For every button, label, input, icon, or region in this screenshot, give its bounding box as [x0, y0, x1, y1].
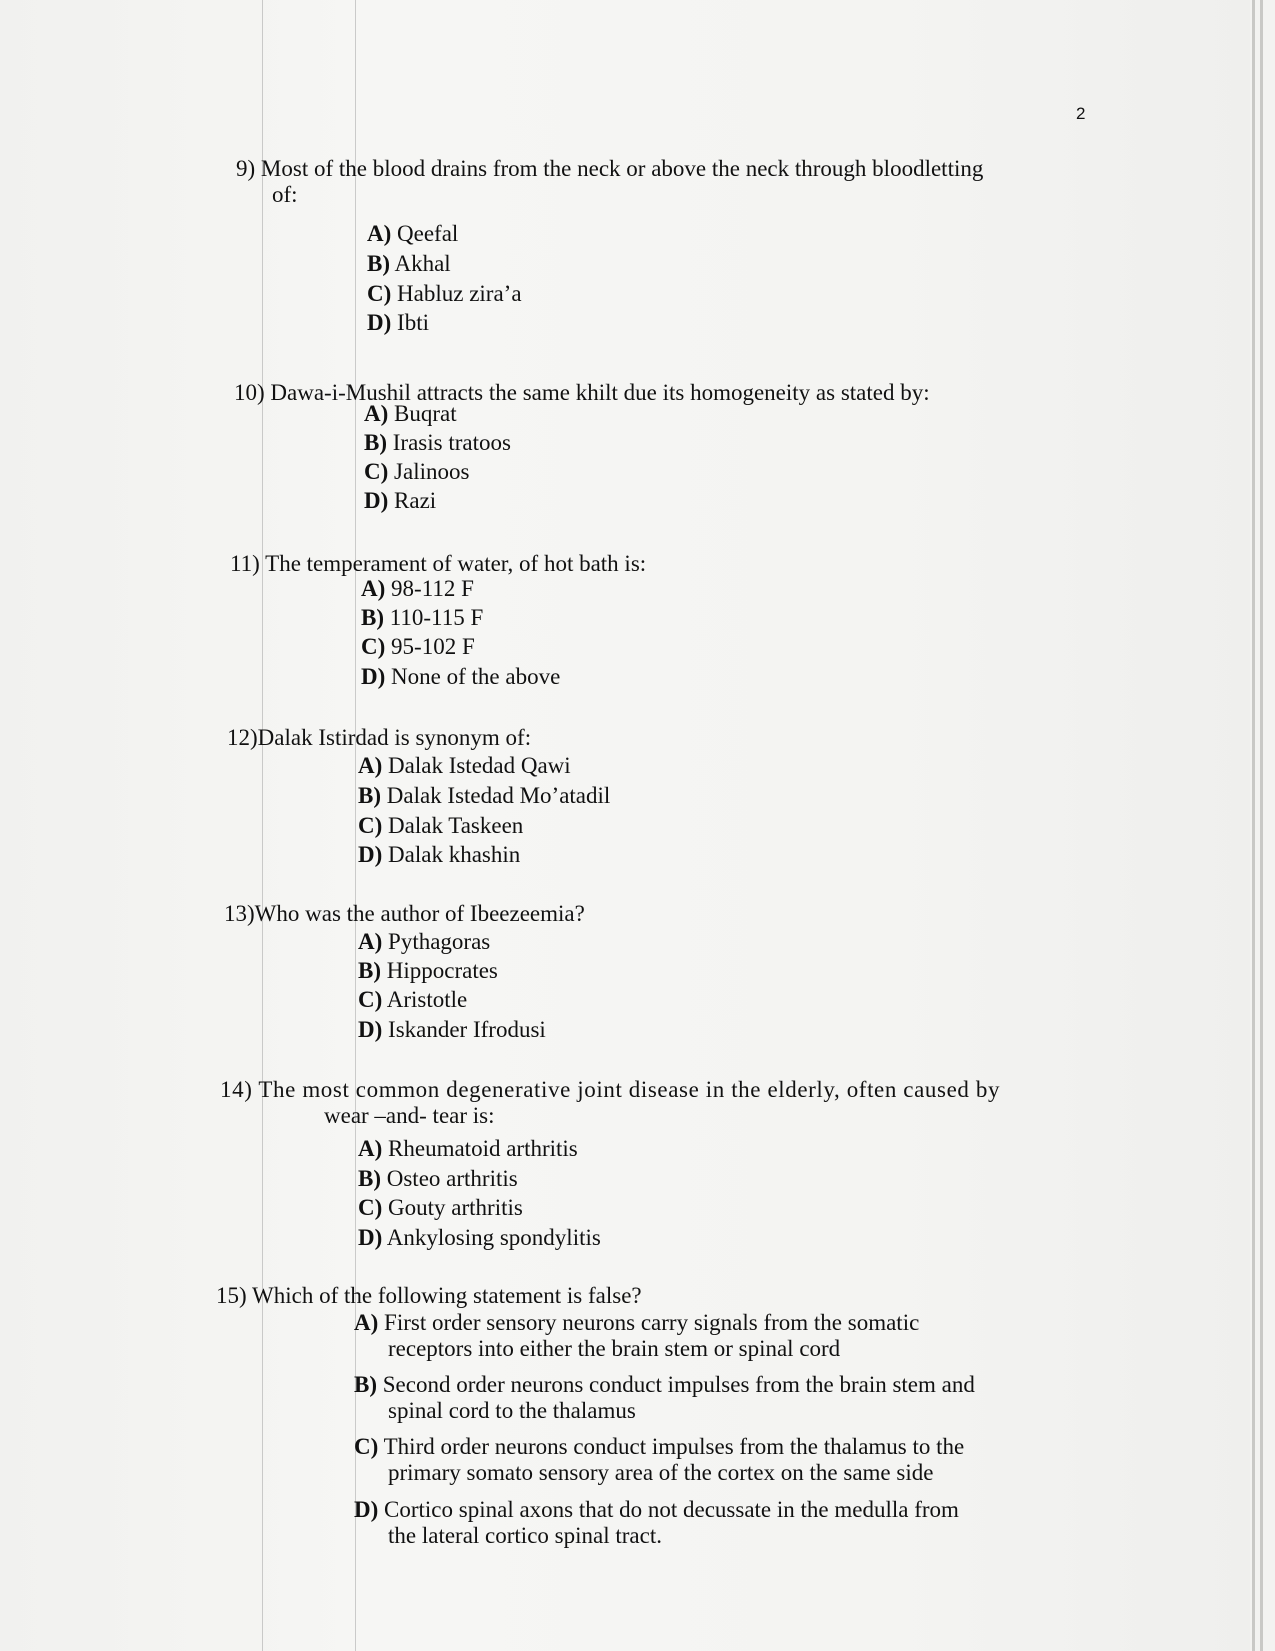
question-text-continued: wear –and- tear is:	[324, 1103, 495, 1128]
question-stem	[224, 901, 585, 927]
option-d: D) Razi	[364, 488, 437, 513]
question-12	[227, 725, 531, 751]
question-number: 12)	[227, 725, 258, 750]
option-a: A) First order sensory neurons carry signals from the somatic receptors into either the brain stem or spinal cord	[354, 1310, 920, 1361]
question-number: 9)	[236, 156, 256, 181]
question-number: 14)	[220, 1077, 253, 1102]
option-b: B) Osteo arthritis	[358, 1166, 518, 1191]
page-edge	[1252, 0, 1255, 1651]
question-stem	[227, 725, 531, 751]
question-number: 11)	[230, 551, 260, 576]
question-text: The most common degenerative joint disease in the elderly, often caused by	[258, 1077, 1001, 1102]
option-a: A) Dalak Istedad Qawi	[358, 753, 571, 778]
page-number: 2	[1076, 104, 1086, 123]
option-d: D) Ibti	[367, 310, 429, 335]
question-13	[224, 901, 585, 927]
option-b: B) Irasis tratoos	[364, 430, 511, 455]
option-a: A) 98-112 F	[361, 576, 474, 601]
question-9	[236, 156, 983, 208]
question-stem	[220, 1077, 1000, 1103]
question-stem	[216, 1283, 642, 1309]
question-11	[230, 551, 646, 577]
question-number: 10)	[234, 380, 265, 405]
option-d: D) Dalak khashin	[358, 842, 521, 867]
question-14	[220, 1077, 1000, 1129]
question-stem	[230, 551, 646, 577]
question-text: Who was the author of Ibeezeemia?	[254, 901, 585, 926]
option-d: D) Iskander Ifrodusi	[358, 1017, 546, 1042]
option-d: D) None of the above	[361, 664, 561, 689]
question-text: Dalak Istirdad is synonym of:	[257, 725, 532, 750]
option-c: C) Third order neurons conduct impulses from the thalamus to the primary somato sensory area of the cortex on the same side	[354, 1434, 965, 1485]
question-number: 13)	[224, 901, 255, 926]
option-b: B) Akhal	[367, 251, 451, 276]
option-c: C) Dalak Taskeen	[358, 813, 524, 838]
option-b: B) Second order neurons conduct impulses from the brain stem and spinal cord to the thalamus	[354, 1372, 975, 1423]
option-a: A) Rheumatoid arthritis	[358, 1136, 578, 1161]
question-text-continued: of:	[272, 182, 298, 207]
option-b: B) Hippocrates	[358, 958, 498, 983]
fold-line	[262, 0, 263, 1651]
option-d: D) Cortico spinal axons that do not decussate in the medulla from the lateral cortico spinal tract.	[354, 1497, 959, 1548]
question-15	[216, 1283, 642, 1309]
question-text: The temperament of water, of hot bath is:	[265, 551, 647, 576]
question-text: Most of the blood drains from the neck or above the neck through bloodletting	[260, 156, 984, 181]
option-c: C) Habluz zira’a	[367, 281, 522, 306]
option-c: C) Aristotle	[358, 987, 468, 1012]
option-a: A) Qeefal	[367, 221, 459, 246]
question-text: Which of the following statement is false?	[252, 1283, 642, 1308]
option-d: D) Ankylosing spondylitis	[358, 1225, 601, 1250]
question-number: 15)	[216, 1283, 247, 1308]
question-10	[234, 380, 930, 406]
option-c: C) Jalinoos	[364, 459, 470, 484]
option-a: A) Buqrat	[364, 401, 457, 426]
option-b: B) Dalak Istedad Mo’atadil	[358, 783, 611, 808]
option-c: C) Gouty arthritis	[358, 1195, 523, 1220]
option-c: C) 95-102 F	[361, 634, 475, 659]
question-text: Dawa-i-Mushil attracts the same khilt due its homogeneity as stated by:	[270, 380, 930, 405]
option-a: A) Pythagoras	[358, 929, 491, 954]
page-edge	[1260, 0, 1263, 1651]
question-stem	[234, 380, 930, 406]
question-stem	[236, 156, 983, 182]
option-b: B) 110-115 F	[361, 605, 484, 630]
